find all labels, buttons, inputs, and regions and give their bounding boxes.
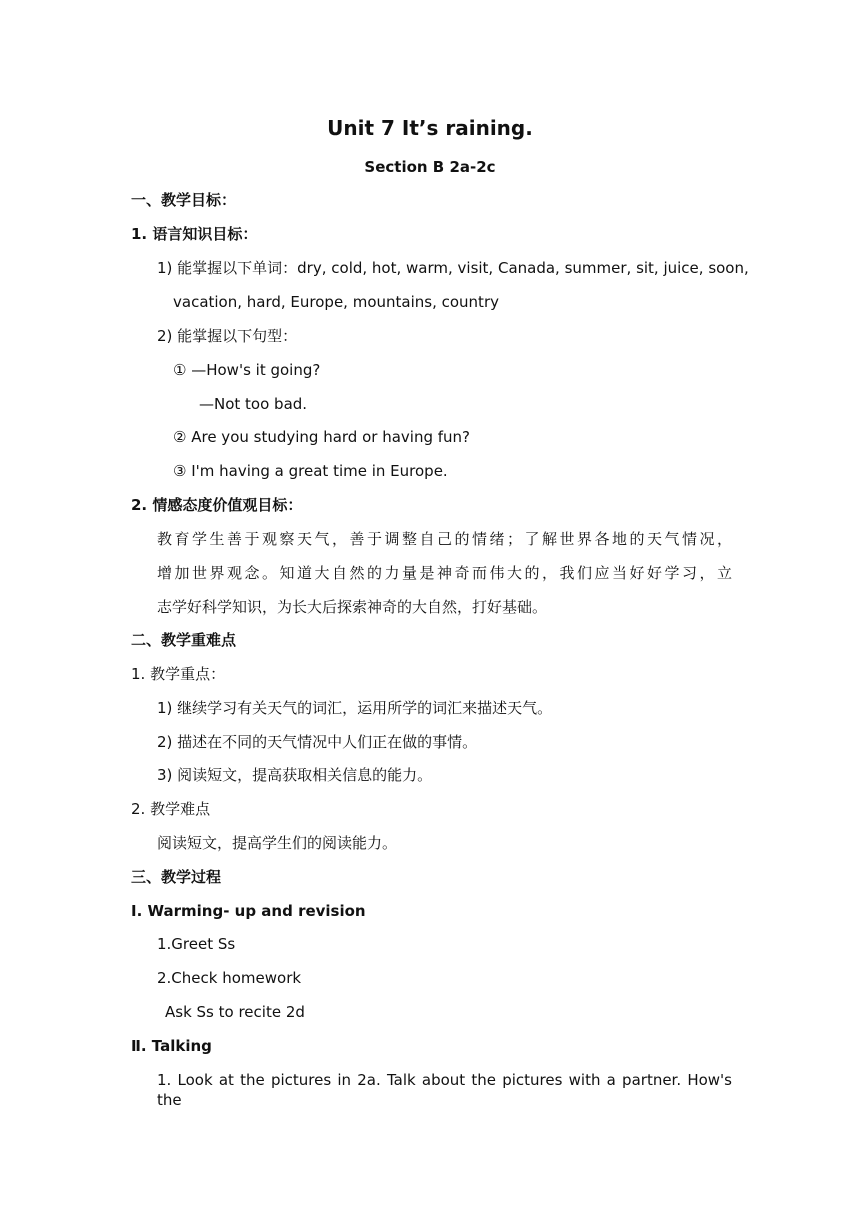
sentence-pattern-item: 2) 能掌握以下句型： [157,327,298,345]
step-1-heading: Ⅰ. Warming- up and revision [131,902,366,920]
pattern-3: ③ I'm having a great time in Europe. [173,462,448,480]
emotional-goals-line1: 教育学生善于观察天气，善于调整自己的情绪；了解世界各地的天气情况， [157,530,732,548]
step-2-heading: Ⅱ. Talking [131,1037,212,1055]
subheading-key-points: 1. 教学重点： [131,665,226,683]
pattern-1-answer: —Not too bad. [199,395,308,413]
pattern-1-question: ① —How's it going? [173,361,321,379]
key-point-1: 1) 继续学习有关天气的词汇，运用所学的词汇来描述天气。 [157,699,553,717]
emotional-goals-line2: 增加世界观念。知道大自然的力量是神奇而伟大的，我们应当好好学习，立 [157,564,732,582]
subheading-emotional-goals: 2. 情感态度价值观目标： [131,496,303,514]
key-point-3: 3) 阅读短文，提高获取相关信息的能力。 [157,766,433,784]
step-2-item-1: 1. Look at the pictures in 2a. Talk about the pictures with a partner. How's the [157,1071,732,1109]
difficulty-text: 阅读短文，提高学生们的阅读能力。 [157,834,398,852]
subheading-difficulties: 2. 教学难点 [131,800,211,818]
pattern-2: ② Are you studying hard or having fun? [173,428,471,446]
vocab-item-line2: vacation, hard, Europe, mountains, country [173,293,499,311]
document-title: Unit 7 It’s raining. [327,116,533,140]
section-heading-procedure: 三、教学过程 [131,868,222,886]
subheading-language-knowledge: 1. 语言知识目标： [131,225,258,243]
key-point-2: 2) 描述在不同的天气情况中人们正在做的事情。 [157,733,478,751]
section-heading-objectives: 一、教学目标： [131,191,237,209]
step-1-item-1: 1.Greet Ss [157,935,236,953]
vocab-item-line1: 1) 能掌握以下单词：dry, cold, hot, warm, visit, Canada, summer, sit, juice, soon, [157,259,749,277]
document-subtitle: Section B 2a-2c [364,158,496,176]
step-1-item-3: Ask Ss to recite 2d [165,1003,305,1021]
emotional-goals-line3: 志学好科学知识，为长大后探索神奇的大自然，打好基础。 [157,598,548,616]
step-1-item-2: 2.Check homework [157,969,302,987]
section-heading-key-points: 二、教学重难点 [131,631,237,649]
